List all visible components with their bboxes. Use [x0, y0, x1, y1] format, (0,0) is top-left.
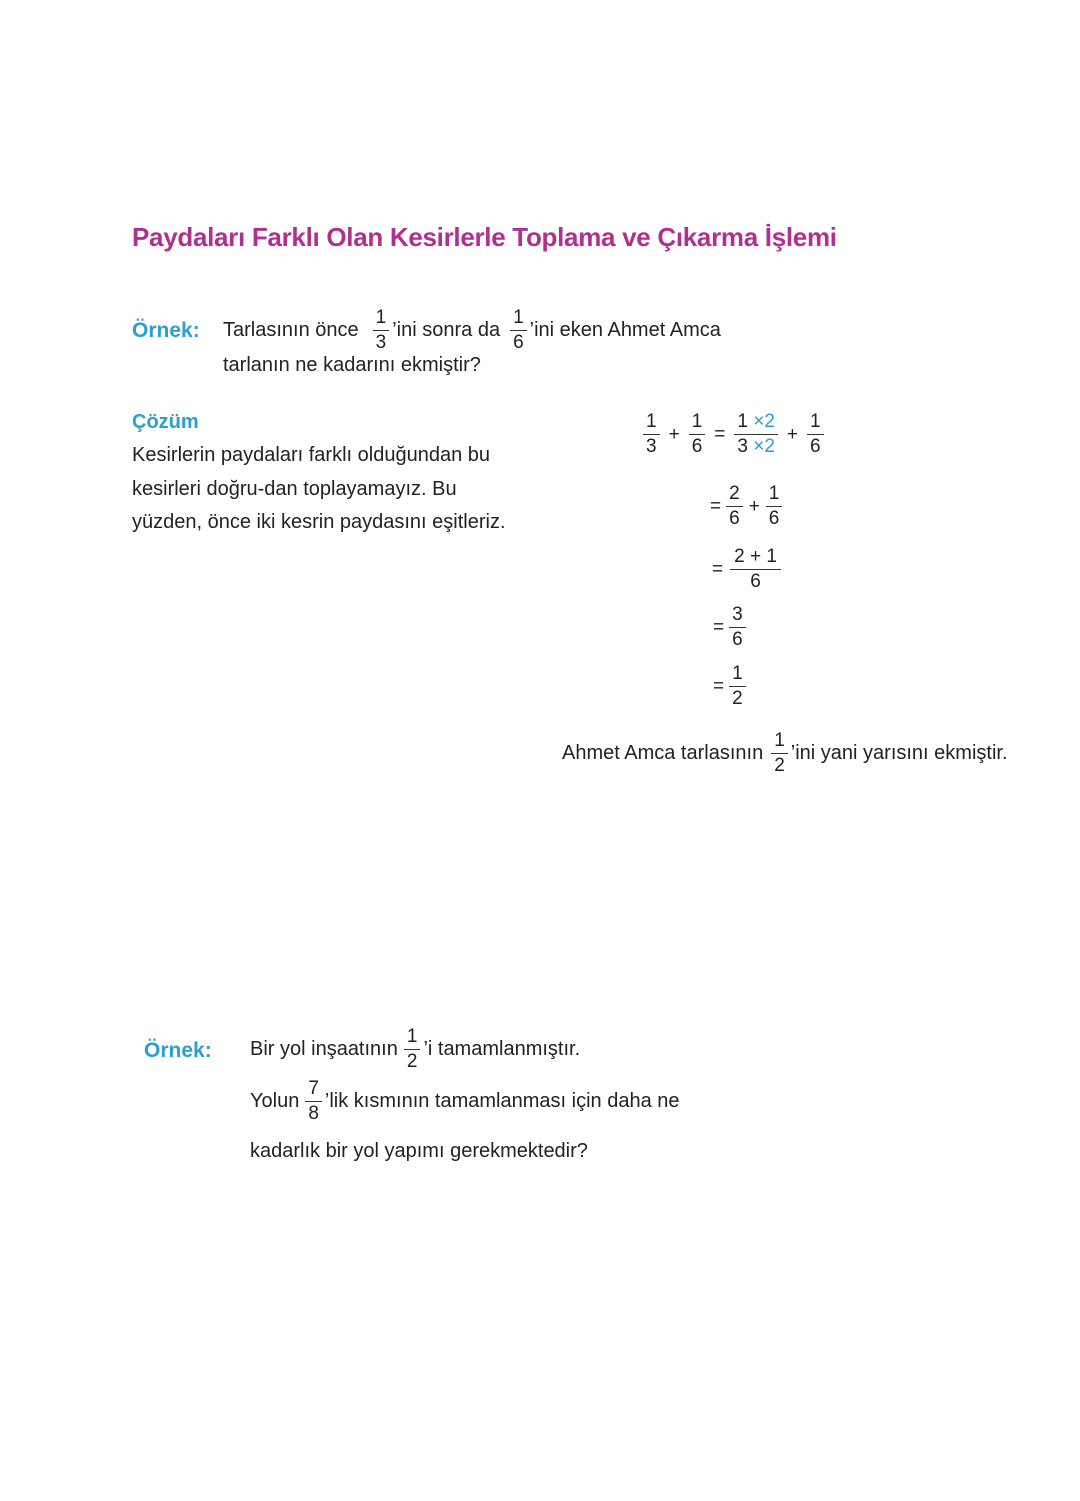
example-label: Örnek: [132, 319, 200, 342]
plus-sign: + [748, 495, 760, 517]
example2-line3: kadarlık bir yol yapımı gerekmektedir? [250, 1140, 588, 1162]
example2-line1 [250, 1025, 580, 1074]
example-label: Örnek: [144, 1039, 212, 1062]
example2-text: ’lik kısmının tamamlanması için daha ne [324, 1090, 680, 1112]
example1-question-line2: tarlanın ne kadarını ekmiştir? [223, 354, 481, 376]
fraction: $\frac{1 \times 2}{3 \times 2}$ [734, 410, 778, 459]
fraction: $\frac{1}{3}$ [373, 306, 390, 355]
example2-text: Bir yol inşaatının [250, 1038, 398, 1060]
fraction: $\frac{1}{6}$ [766, 482, 783, 531]
fraction: $\frac{1}{2}$ [404, 1025, 421, 1074]
equals-sign: = [713, 675, 725, 697]
equals-sign: = [714, 423, 726, 445]
equation-row-5 [713, 662, 749, 711]
example1-text: ’ini eken Ahmet Amca [529, 319, 721, 341]
equation-row-2 [710, 482, 785, 531]
page-title: Paydaları Farklı Olan Kesirlerle Toplama ve Çıkarma İşlemi [132, 222, 837, 252]
equals-sign: = [710, 495, 722, 517]
fraction: $\frac{3}{6}$ [729, 603, 746, 652]
conclusion-text: ’ini yani yarısını ekmiştir. [790, 742, 1008, 764]
equation-row-3 [712, 545, 784, 594]
example1-text: ’ini sonra da [392, 319, 501, 341]
solution-heading: Çözüm [132, 411, 199, 433]
fraction: $\frac{1}{2}$ [729, 662, 746, 711]
fraction: $\frac{2}{6}$ [726, 482, 743, 531]
fraction: $\frac{1}{6}$ [689, 410, 706, 459]
example1-question-line1 [223, 306, 721, 355]
example2-line2 [250, 1077, 680, 1126]
example2-text: ’i tamamlanmıştır. [423, 1038, 581, 1060]
fraction: $\frac{7}{8}$ [305, 1077, 322, 1126]
example1-text: Tarlasının önce [223, 319, 359, 341]
equals-sign: = [712, 558, 724, 580]
fraction: $\frac{1}{6}$ [510, 306, 527, 355]
solution-text: Kesirlerin paydaları farklı olduğundan bu kesirleri doğru-dan toplayamayız. Bu yüzden, önce iki kesrin paydasını eşitleriz. [132, 444, 506, 533]
conclusion [562, 729, 1008, 778]
equals-sign: = [713, 616, 725, 638]
fraction: $\frac{1}{2}$ [771, 729, 788, 778]
equation-row-1 [640, 410, 827, 459]
equation-row-4 [713, 603, 749, 652]
plus-sign: + [786, 423, 799, 445]
plus-sign: + [668, 423, 680, 445]
conclusion-text: Ahmet Amca tarlasının [562, 742, 764, 764]
fraction: $\frac{1}{3}$ [643, 410, 660, 459]
fraction: $\frac{1}{6}$ [807, 410, 824, 459]
fraction: $\frac{2 + 1}{6}$ [730, 545, 781, 594]
example2-text: Yolun [250, 1090, 300, 1112]
